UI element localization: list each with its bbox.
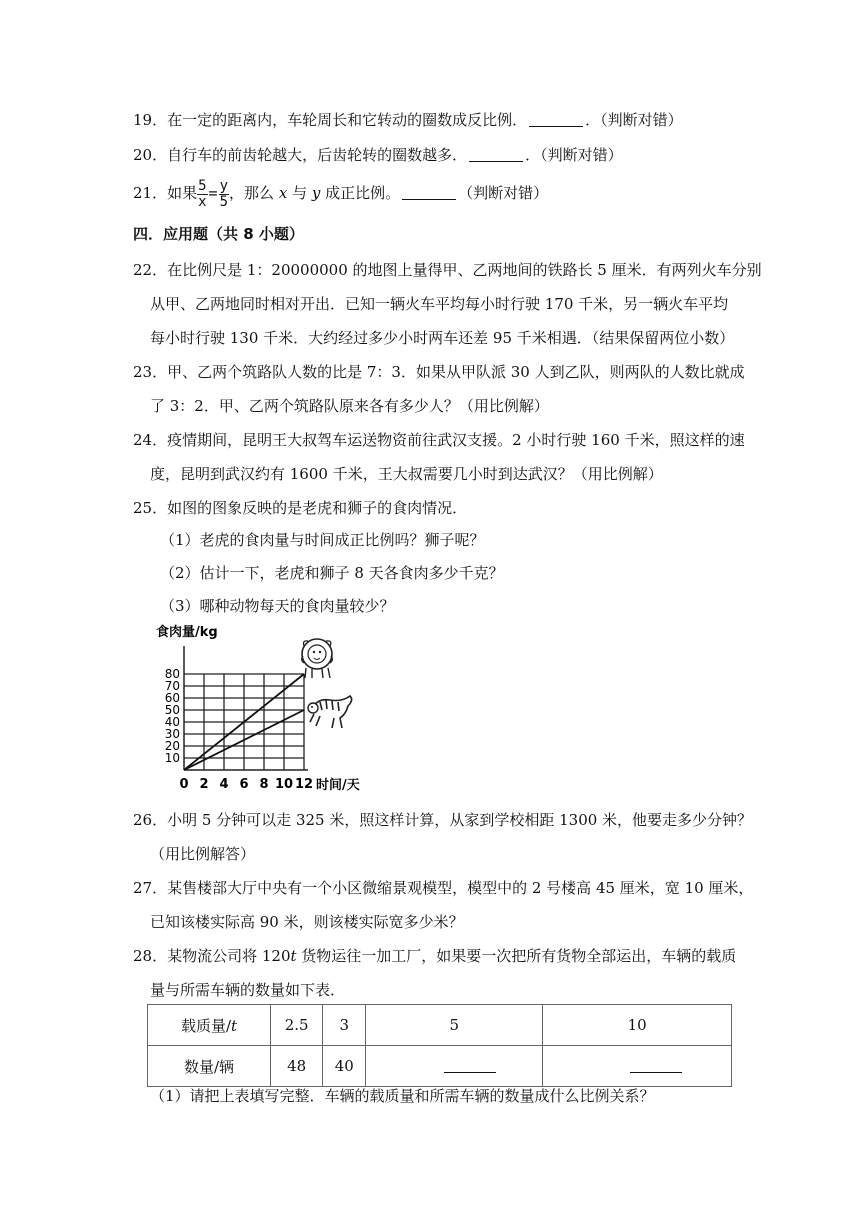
- fraction-5-over-x: [197, 179, 207, 210]
- lion-icon: [302, 639, 333, 678]
- chart-x-tick-label: 12: [294, 777, 314, 792]
- question-27: [133, 878, 753, 898]
- question-23-line-2: 了 3：2．甲、乙两个筑路队原来各有多少人？（用比例解）: [150, 397, 549, 415]
- chart-x-tick-label: 10: [274, 777, 294, 792]
- question-26: [133, 810, 752, 830]
- question-number: 23．: [133, 363, 168, 381]
- chart-x-tick-label: 0: [179, 777, 189, 792]
- question-text: 货物运往一加工厂，如果要一次把所有货物全部运出，车辆的载质: [296, 947, 737, 965]
- fraction-numerator: y: [219, 177, 229, 194]
- question-text: 在一定的距离内，车轮周长和它转动的圈数成反比例．: [167, 111, 528, 129]
- question-text: 甲、乙两个筑路队人数的比是 7：3．如果从甲队派 30 人到乙队，则两队的人数比就成: [167, 363, 745, 381]
- question-number: 26．: [133, 811, 168, 829]
- table-cell: 48: [271, 1046, 323, 1087]
- table-header-cell: 数量/辆: [148, 1046, 271, 1087]
- chart-x-axis-label: 时间/天: [316, 778, 360, 793]
- question-25-sub-1: （1）老虎的食肉量与时间成正比例吗？狮子呢？: [160, 531, 485, 549]
- question-suffix: ．（判断对错）: [525, 146, 623, 164]
- question-21: [133, 176, 548, 210]
- chart-y-axis-label: 食肉量/kg: [156, 625, 218, 640]
- question-28-line-2: 量与所需车辆的数量如下表．: [150, 981, 346, 999]
- question-number: 21．: [133, 184, 168, 202]
- meat-consumption-chart: [148, 624, 378, 794]
- variable-x: x: [278, 184, 288, 202]
- question-text: 与: [292, 184, 308, 202]
- question-25-sub-3: （3）哪种动物每天的食肉量较少？: [160, 597, 395, 615]
- question-text: 某售楼部大厅中央有一个小区微缩景观模型，模型中的 2 号楼高 45 厘米，宽 10 厘米，: [167, 879, 754, 897]
- tiger-icon: [308, 696, 352, 728]
- load-capacity-table: [147, 1004, 732, 1087]
- table-cell: 5: [366, 1005, 543, 1046]
- question-23: [133, 362, 745, 382]
- section-title: 四．应用题（共 8 小题）: [133, 225, 304, 243]
- question-text: 自行车的前齿轮越大，后齿轮转的圈数越多．: [167, 146, 468, 164]
- chart-x-tick-label: 8: [259, 777, 269, 792]
- question-19: [133, 110, 683, 130]
- fraction-numerator: 5: [198, 177, 207, 194]
- chart-x-tick-label: 2: [199, 777, 209, 792]
- question-number: 25．: [133, 499, 168, 517]
- question-24-line-2: 度，昆明到武汉约有 1600 千米，王大叔需要几小时到达武汉？（用比例解）: [150, 465, 663, 483]
- table-cell: 2.5: [271, 1005, 323, 1046]
- fraction-denominator: x: [198, 193, 207, 210]
- variable-y: y: [311, 184, 321, 202]
- question-text: 疫情期间，昆明王大叔驾车运送物资前往武汉支援。2 小时行驶 160 千米，照这样的速: [167, 431, 745, 449]
- question-text: 如果: [167, 184, 198, 202]
- table-header-cell: 载质量/t: [148, 1005, 271, 1046]
- question-22-line-3: 每小时行驶 130 千米．大约经过多少小时两车还差 95 千米相遇．（结果保留两位小数）: [150, 329, 735, 347]
- table-row: [148, 1046, 732, 1087]
- question-22-line-2: 从甲、乙两地同时相对开出．已知一辆火车平均每小时行驶 170 千米，另一辆火车平均: [150, 295, 729, 313]
- chart-y-tick-label: 30: [164, 727, 180, 741]
- question-25-sub-2: （2）估计一下，老虎和狮子 8 天各食肉多少千克？: [160, 564, 504, 582]
- chart-grid: [184, 646, 308, 770]
- answer-blank[interactable]: [469, 147, 523, 162]
- answer-blank[interactable]: [529, 112, 583, 127]
- chart-y-tick-label: 80: [164, 667, 180, 681]
- question-text: 如图的图象反映的是老虎和狮子的食肉情况．: [167, 499, 468, 517]
- chart-x-tick-label: 6: [239, 777, 249, 792]
- question-28-sub-1: （1）请把上表填写完整．车辆的载质量和所需车辆的数量成什么比例关系？: [150, 1087, 655, 1105]
- equals-sign: =: [208, 184, 218, 202]
- unit-t: t: [290, 947, 297, 965]
- question-number: 27．: [133, 879, 168, 897]
- question-text: 成正比例。: [325, 184, 401, 202]
- chart-x-tick-label: 4: [219, 777, 229, 792]
- answer-blank[interactable]: [402, 185, 456, 200]
- question-number: 24．: [133, 431, 168, 449]
- question-number: 22．: [133, 261, 168, 279]
- fraction-y-over-5: [219, 179, 229, 210]
- question-suffix: （判断对错）: [458, 184, 549, 202]
- chart-y-tick-label: 70: [164, 679, 180, 693]
- answer-blank[interactable]: [630, 1058, 682, 1073]
- question-number: 28．: [133, 947, 168, 965]
- question-25: [133, 498, 467, 518]
- question-number: 20．: [133, 146, 168, 164]
- table-row: [148, 1005, 732, 1046]
- question-number: 19．: [133, 111, 168, 129]
- question-27-line-2: 已知该楼实际高 90 米，则该楼实际宽多少米？: [150, 913, 464, 931]
- table-cell: 3: [323, 1005, 366, 1046]
- question-26-line-2: （用比例解答）: [150, 845, 256, 863]
- chart-y-tick-label: 10: [164, 751, 180, 765]
- question-24: [133, 430, 745, 450]
- chart-y-tick-label: 40: [164, 715, 180, 729]
- chart-y-tick-label: 20: [164, 739, 180, 753]
- table-cell-blank: [366, 1046, 543, 1087]
- question-22: [133, 260, 762, 280]
- question-text: ，那么: [229, 184, 275, 202]
- question-20: [133, 145, 623, 165]
- chart-y-tick-label: 60: [164, 691, 180, 705]
- table-cell-blank: [543, 1046, 732, 1087]
- question-28: [133, 946, 736, 966]
- question-text: 某物流公司将 120: [167, 947, 291, 965]
- question-suffix: ．（判断对错）: [585, 111, 683, 129]
- fraction-denominator: 5: [219, 193, 229, 210]
- answer-blank[interactable]: [444, 1058, 496, 1073]
- chart-y-tick-label: 50: [164, 703, 180, 717]
- question-text: 在比例尺是 1：20000000 的地图上量得甲、乙两地间的铁路长 5 厘米．有两列火车分别: [167, 261, 762, 279]
- question-text: 小明 5 分钟可以走 325 米，照这样计算，从家到学校相距 1300 米，他要走多少分钟？: [167, 811, 753, 829]
- table-cell: 10: [543, 1005, 732, 1046]
- table-cell: 40: [323, 1046, 366, 1087]
